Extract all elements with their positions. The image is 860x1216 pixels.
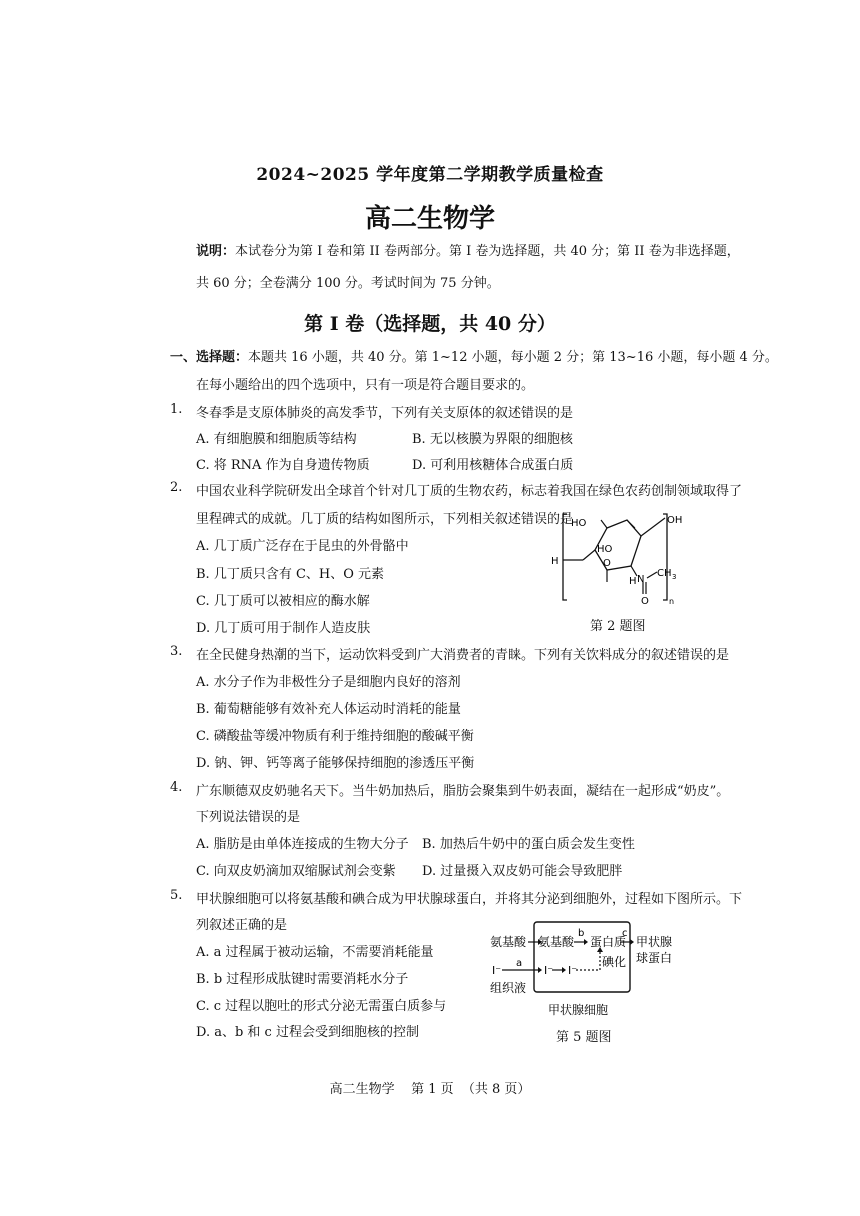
question-3-option-a: A. 水分子作为非极性分子是细胞内良好的溶剂 [196, 675, 461, 690]
instructions-label: 说明： [196, 244, 236, 259]
part-1-title: 第 I 卷（选择题，共 40 分） [304, 313, 556, 335]
iodide-outside-label: I⁻ [492, 964, 502, 977]
chitin-label-h-n: H [629, 576, 637, 587]
chitin-structure-figure [545, 506, 695, 606]
chitin-label-sub3: 3 [672, 573, 677, 581]
question-1-option-b: B. 无以核膜为界限的细胞核 [412, 432, 573, 447]
question-3-option-c: C. 磷酸盐等缓冲物质有利于维持细胞的酸碱平衡 [196, 729, 474, 744]
chitin-label-ho-ring: HO [597, 544, 613, 555]
question-3-option-d: D. 钠、钾、钙等离子能够保持细胞的渗透压平衡 [196, 756, 475, 771]
step-c-label: c [622, 928, 628, 939]
question-5-option-c: C. c 过程以胞吐的形式分泌无需蛋白质参与 [196, 999, 447, 1014]
iodination-label: 碘化 [602, 955, 627, 969]
question-4-stem-2: 下列说法错误的是 [196, 810, 301, 825]
question-4-option-a: A. 脂肪是由单体连接成的生物大分子 [196, 837, 409, 852]
question-2-option-b: B. 几丁质只含有 C、H、O 元素 [196, 567, 385, 582]
protein-label: 蛋白质 [590, 935, 627, 949]
question-5-option-b: B. b 过程形成肽键时需要消耗水分子 [196, 972, 409, 987]
question-4-option-b: B. 加热后牛奶中的蛋白质会发生变性 [422, 837, 635, 852]
page-footer: 高二生物学 第 1 页 （共 8 页） [329, 1082, 531, 1097]
step-a-label: a [516, 958, 523, 969]
question-4-option-d: D. 过量摄入双皮奶可能会导致肥胖 [422, 864, 623, 879]
chitin-label-ch: CH [657, 568, 672, 579]
tissue-fluid-label: 组织液 [490, 981, 527, 995]
question-2-stem-2: 里程碑式的成就。几丁质的结构如图所示，下列相关叙述错误的是 [196, 512, 574, 527]
iodide-inside-label-2: I⁻ [568, 964, 578, 977]
question-4-option-c: C. 向双皮奶滴加双缩脲试剂会变紫 [196, 864, 396, 879]
question-1-option-d: D. 可利用核糖体合成蛋白质 [412, 458, 574, 473]
question-1-option-a: A. 有细胞膜和细胞质等结构 [196, 432, 357, 447]
chitin-label-o: O [603, 558, 611, 569]
instructions-text-1: 本试卷分为第 I 卷和第 II 卷两部分。第 I 卷为选择题，共 40 分；第 II 卷为非选择题， [235, 244, 740, 259]
question-5-stem-1: 甲状腺细胞可以将氨基酸和碘合成为甲状腺球蛋白，并将其分泌到细胞外，过程如下图所示。下 [196, 892, 743, 907]
chitin-label-h: H [551, 556, 559, 567]
chitin-label-o-bottom: O [641, 596, 649, 606]
thyroglobulin-label-2: 球蛋白 [636, 951, 673, 965]
amino-acid-outside-label: 氨基酸 [490, 935, 527, 949]
question-5-number: 5. [170, 888, 183, 903]
question-1-stem: 冬春季是支原体肺炎的高发季节，下列有关支原体的叙述错误的是 [196, 406, 574, 421]
thyroglobulin-label-1: 甲状腺 [636, 935, 673, 949]
chitin-label-ho-top: HO [571, 518, 587, 529]
question-5-stem-2: 列叙述正确的是 [196, 918, 288, 933]
chitin-label-n: N [637, 574, 645, 585]
amino-acid-inside-label: 氨基酸 [538, 935, 575, 949]
question-1-option-c: C. 将 RNA 作为自身遗传物质 [196, 458, 370, 473]
instructions-line-2: 共 60 分；全卷满分 100 分。考试时间为 75 分钟。 [196, 276, 500, 291]
section-1-text-1: 本题共 16 小题，共 40 分。第 1~12 小题，每小题 2 分；第 13~16 小题，每小题 4 分。 [248, 350, 778, 365]
question-4-number: 4. [170, 780, 183, 795]
question-5-option-a: A. a 过程属于被动运输，不需要消耗能量 [196, 945, 434, 960]
question-2-option-d: D. 几丁质可用于制作人造皮肤 [196, 621, 371, 636]
section-1-line-2: 在每小题给出的四个选项中，只有一项是符合题目要求的。 [196, 378, 535, 393]
chitin-label-oh: OH [667, 515, 683, 526]
section-1-line-1 [170, 346, 778, 365]
step-b-label: b [578, 928, 585, 939]
thyroglobulin-process-figure [486, 916, 700, 1022]
question-4-stem-1: 广东顺德双皮奶驰名天下。当牛奶加热后，脂肪会聚集到牛奶表面，凝结在一起形成“奶皮”。 [196, 784, 730, 799]
chitin-label-n-subscript: n [669, 597, 675, 606]
question-3-option-b: B. 葡萄糖能够有效补充人体运动时消耗的能量 [196, 702, 461, 717]
exam-title: 2024~2025 学年度第二学期教学质量检查 [256, 165, 604, 185]
question-1-number: 1. [170, 402, 183, 417]
question-5-option-d: D. a、b 和 c 过程会受到细胞核的控制 [196, 1025, 419, 1040]
question-2-option-a: A. 几丁质广泛存在于昆虫的外骨骼中 [196, 539, 409, 554]
question-3-stem: 在全民健身热潮的当下，运动饮料受到广大消费者的青睐。下列有关饮料成分的叙述错误的是 [196, 648, 730, 663]
question-2-stem-1: 中国农业科学院研发出全球首个针对几丁质的生物农药，标志着我国在绿色农药创制领域取得了 [196, 484, 743, 499]
subject-title: 高二生物学 [364, 204, 495, 234]
iodide-inside-label-1: I⁻ [544, 964, 554, 977]
question-2-number: 2. [170, 480, 183, 495]
question-2-option-c: C. 几丁质可以被相应的酶水解 [196, 594, 370, 609]
question-2-figure-caption: 第 2 题图 [590, 619, 646, 634]
section-1-label: 一、选择题： [170, 350, 249, 365]
question-3-number: 3. [170, 644, 183, 659]
question-5-figure-caption: 第 5 题图 [556, 1030, 612, 1045]
thyroid-cell-label: 甲状腺细胞 [548, 1003, 609, 1017]
instructions-line-1 [196, 240, 740, 259]
